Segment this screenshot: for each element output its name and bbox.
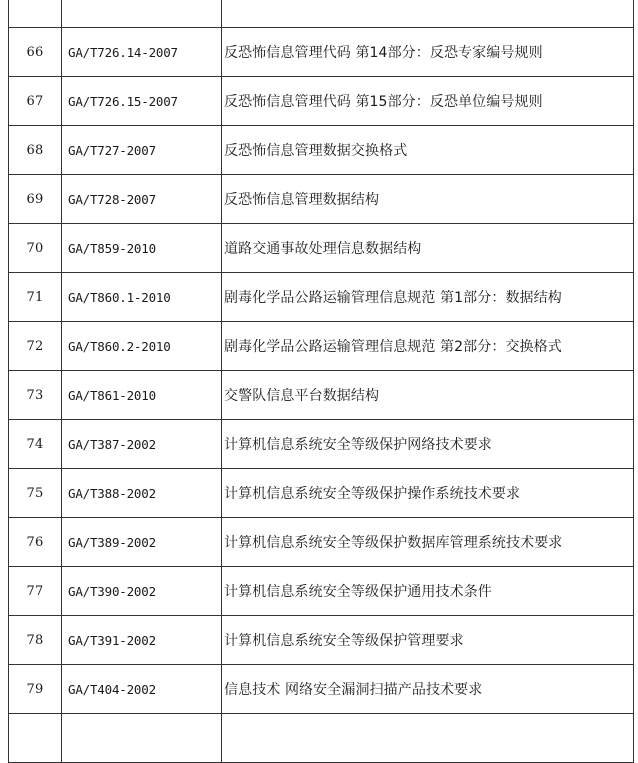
standard-code-cell: GA/T391-2002 (62, 616, 222, 665)
standard-title-cell: 反恐怖信息管理代码 第15部分：反恐单位编号规则 (222, 77, 634, 126)
table-row (9, 77, 634, 126)
standard-title-cell: 计算机信息系统安全等级保护管理要求 (222, 616, 634, 665)
standard-code-cell: GA/T389-2002 (62, 518, 222, 567)
standard-title-cell: 剧毒化学品公路运输管理信息规范 第2部分：交换格式 (222, 322, 634, 371)
standard-code-cell: GA/T726.14-2007 (62, 28, 222, 77)
standard-code-cell: GA/T860.2-2010 (62, 322, 222, 371)
table-row (9, 0, 634, 28)
standard-code-cell: GA/T404-2002 (62, 665, 222, 714)
table-row (9, 469, 634, 518)
standard-code-cell (62, 0, 222, 28)
row-number-cell: 68 (9, 126, 62, 175)
row-number-cell: 70 (9, 224, 62, 273)
table-row (9, 420, 634, 469)
standards-table (8, 0, 634, 763)
standard-title-cell: 计算机信息系统安全等级保护通用技术条件 (222, 567, 634, 616)
row-number-cell: 78 (9, 616, 62, 665)
standard-title-cell: 道路交通事故处理信息数据结构 (222, 224, 634, 273)
row-number-cell: 74 (9, 420, 62, 469)
standard-title-cell: 交警队信息平台数据结构 (222, 371, 634, 420)
row-number-cell: 72 (9, 322, 62, 371)
standard-title-cell: 反恐怖信息管理数据交换格式 (222, 126, 634, 175)
row-number-cell: 76 (9, 518, 62, 567)
row-number-cell (9, 0, 62, 28)
table-row (9, 322, 634, 371)
table-row (9, 567, 634, 616)
standard-code-cell: GA/T387-2002 (62, 420, 222, 469)
standard-title-cell: 信息技术 网络安全漏洞扫描产品技术要求 (222, 665, 634, 714)
standard-code-cell (62, 714, 222, 763)
standards-table-body (9, 0, 634, 763)
table-row (9, 224, 634, 273)
standard-title-cell: 反恐怖信息管理代码 第14部分：反恐专家编号规则 (222, 28, 634, 77)
row-number-cell (9, 714, 62, 763)
standard-title-cell: 计算机信息系统安全等级保护数据库管理系统技术要求 (222, 518, 634, 567)
standard-title-cell (222, 714, 634, 763)
row-number-cell: 79 (9, 665, 62, 714)
table-row (9, 126, 634, 175)
standard-code-cell: GA/T859-2010 (62, 224, 222, 273)
standard-code-cell: GA/T728-2007 (62, 175, 222, 224)
table-row (9, 175, 634, 224)
standard-code-cell: GA/T390-2002 (62, 567, 222, 616)
standard-code-cell: GA/T727-2007 (62, 126, 222, 175)
row-number-cell: 77 (9, 567, 62, 616)
table-row (9, 714, 634, 763)
standard-title-cell: 计算机信息系统安全等级保护操作系统技术要求 (222, 469, 634, 518)
standard-code-cell: GA/T861-2010 (62, 371, 222, 420)
table-row (9, 616, 634, 665)
row-number-cell: 69 (9, 175, 62, 224)
row-number-cell: 66 (9, 28, 62, 77)
table-row (9, 518, 634, 567)
standard-title-cell (222, 0, 634, 28)
standard-title-cell: 反恐怖信息管理数据结构 (222, 175, 634, 224)
row-number-cell: 73 (9, 371, 62, 420)
row-number-cell: 67 (9, 77, 62, 126)
table-row (9, 665, 634, 714)
standard-code-cell: GA/T726.15-2007 (62, 77, 222, 126)
table-row (9, 371, 634, 420)
table-row (9, 273, 634, 322)
row-number-cell: 71 (9, 273, 62, 322)
standard-title-cell: 剧毒化学品公路运输管理信息规范 第1部分：数据结构 (222, 273, 634, 322)
standard-code-cell: GA/T388-2002 (62, 469, 222, 518)
row-number-cell: 75 (9, 469, 62, 518)
standard-code-cell: GA/T860.1-2010 (62, 273, 222, 322)
standard-title-cell: 计算机信息系统安全等级保护网络技术要求 (222, 420, 634, 469)
table-row (9, 28, 634, 77)
